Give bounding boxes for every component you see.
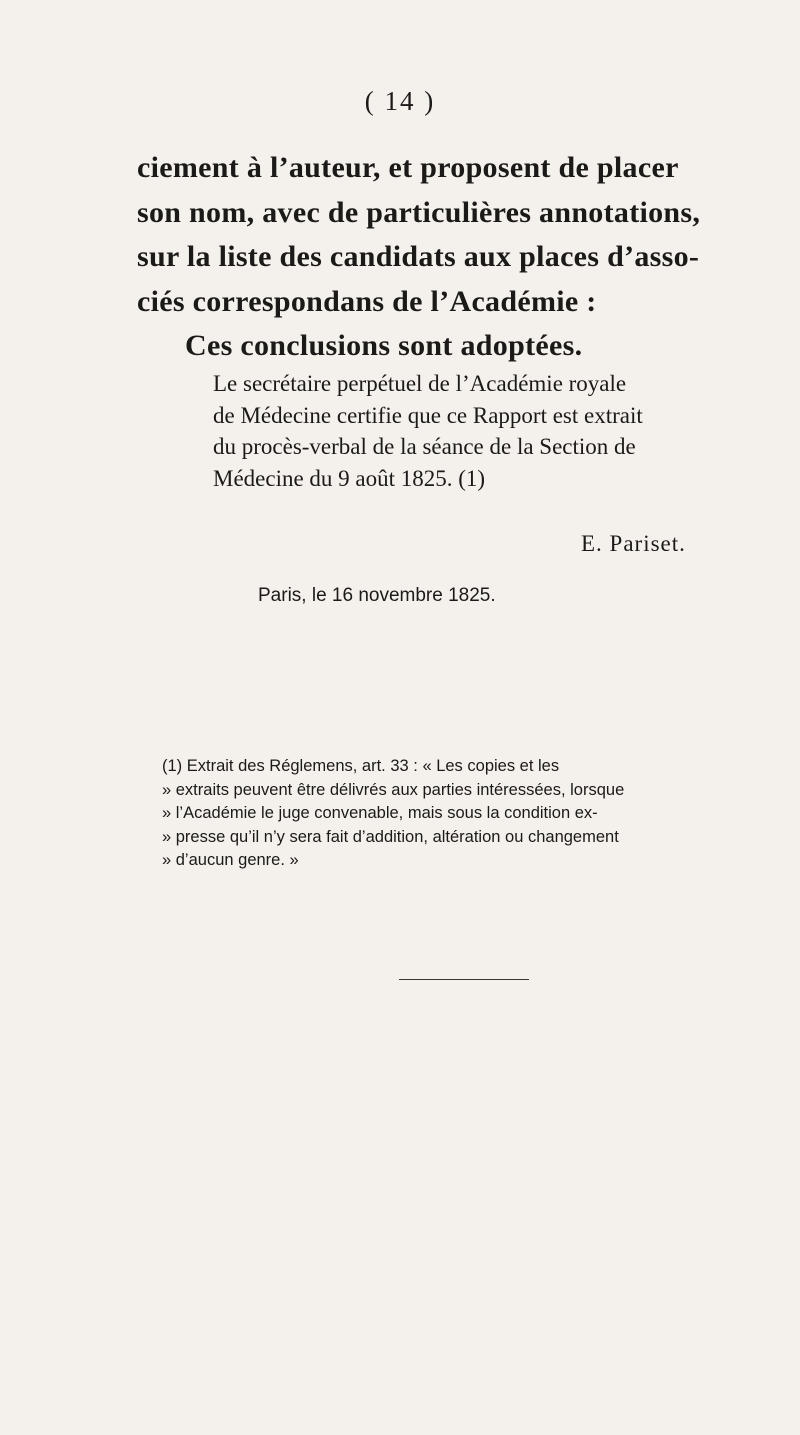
- footnote-line: » presse qu’il n’y sera fait d’addition, altération ou changement: [162, 827, 619, 846]
- main-line-conclusion: Ces conclusions sont adoptées.: [185, 329, 583, 362]
- certificate-line: de Médecine certifie que ce Rapport est extrait: [213, 402, 643, 428]
- certificate-line: Médecine du 9 août 1825. (1): [213, 465, 486, 491]
- main-line: ciés correspondans de l’Académie :: [137, 284, 597, 318]
- closing-rule: [399, 979, 529, 980]
- main-line: ciement à l’auteur, et proposent de placer: [137, 151, 679, 184]
- page-number: ( 14 ): [364, 86, 436, 116]
- main-line: son nom, avec de particulières annotations,: [137, 195, 701, 229]
- certificate-line: Le secrétaire perpétuel de l’Académie royale: [213, 371, 627, 396]
- footnote: [162, 755, 777, 873]
- main-line: sur la liste des candidats aux places d’asso-: [137, 240, 700, 273]
- certificate-line: du procès-verbal de la séance de la Section de: [213, 434, 636, 459]
- main-paragraph: [137, 146, 773, 369]
- signature: E. Pariset.: [581, 531, 686, 556]
- footnote-line: » l’Académie le juge convenable, mais sous la condition ex-: [162, 804, 598, 822]
- footnote-line: (1) Extrait des Réglemens, art. 33 : « Les copies et les: [162, 757, 560, 775]
- footnote-line: » extraits peuvent être délivrés aux parties intéressées, lorsque: [162, 780, 625, 799]
- certificate-paragraph: [213, 368, 773, 494]
- footnote-line: » d’aucun genre. »: [162, 851, 299, 869]
- place-date: Paris, le 16 novembre 1825.: [258, 585, 496, 606]
